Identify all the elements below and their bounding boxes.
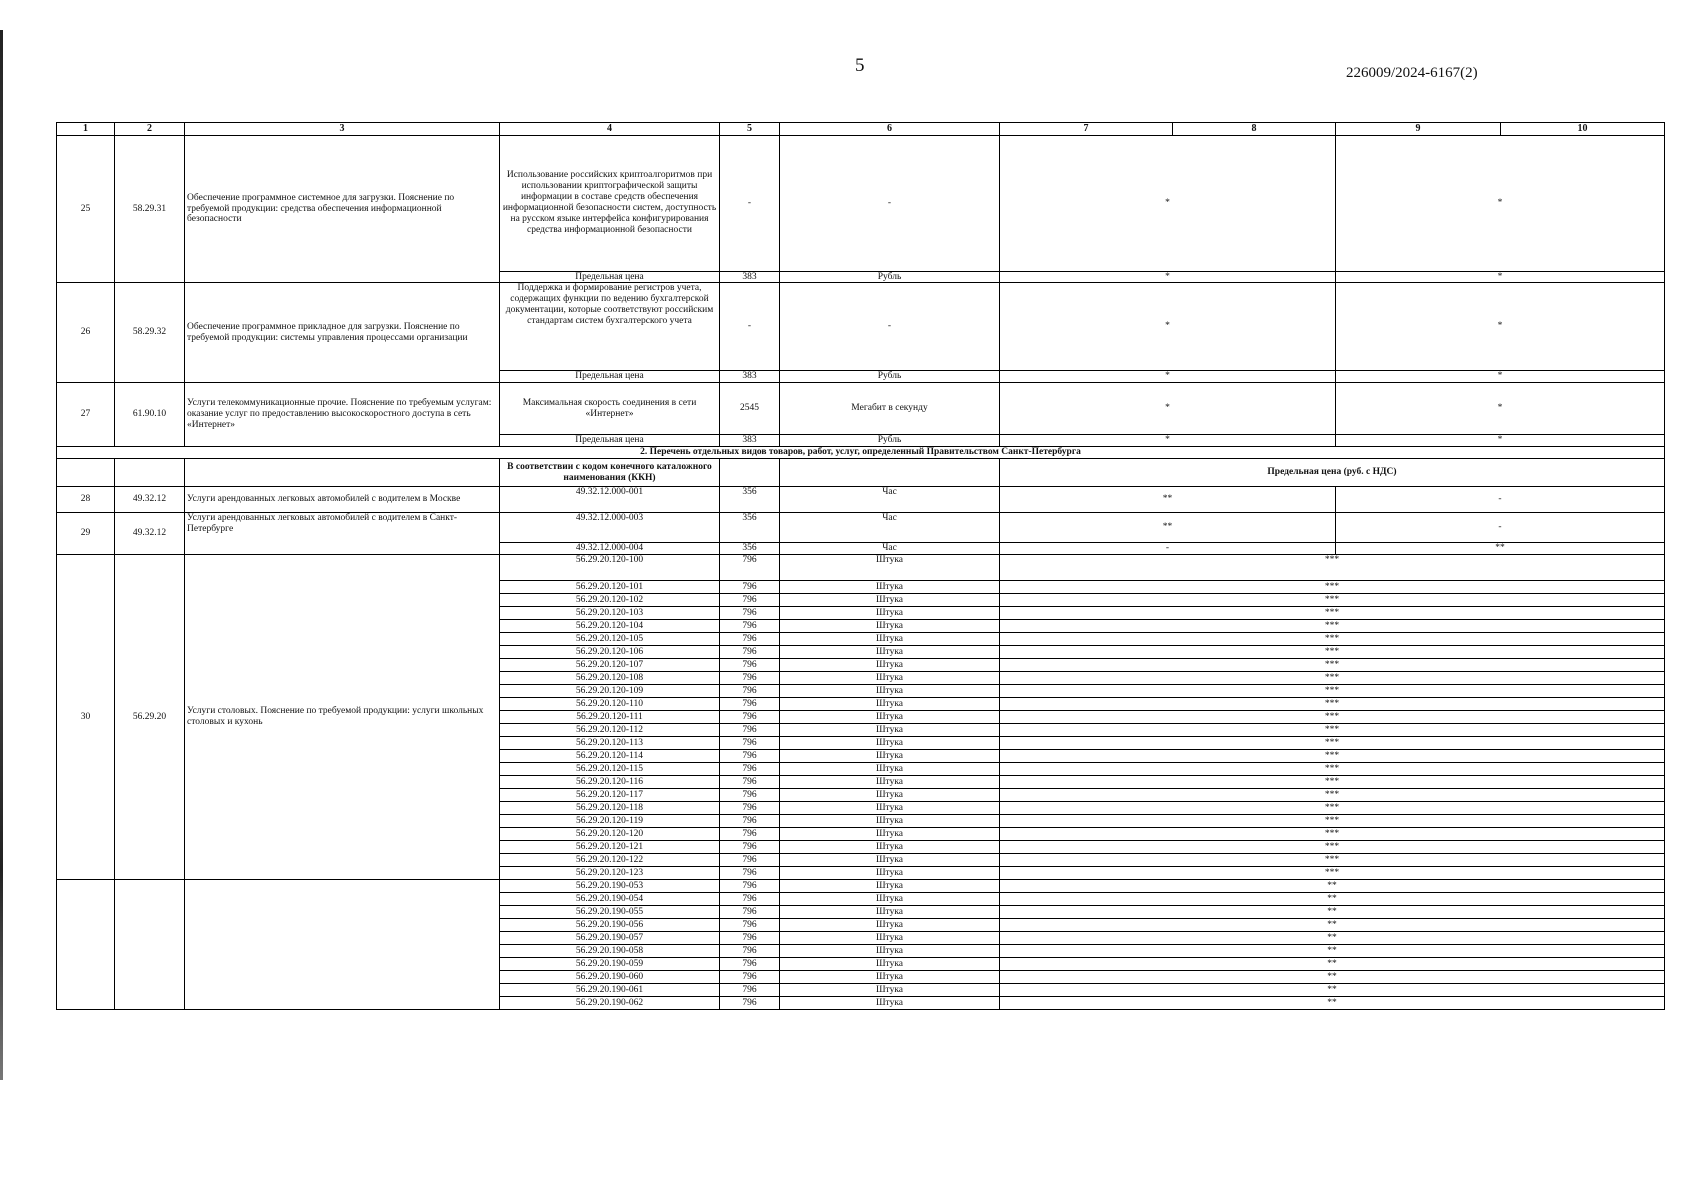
okpd-code: 49.32.12	[115, 513, 185, 555]
kkn-code: 56.29.20.120-119	[500, 815, 720, 828]
okei-code: 796	[720, 828, 780, 841]
okei-code: 796	[720, 763, 780, 776]
characteristic: Использование российских криптоалгоритмов при использовании криптографической защиты информации в составе средств обеспечения информационной безопасности систем, доступность на русском языке интерфейса конфигурирования средства информационной безопасности	[500, 135, 720, 271]
cell: *	[1336, 435, 1665, 447]
kkn-code: 56.29.20.190-058	[500, 945, 720, 958]
section-title-row	[57, 447, 1665, 459]
unit: Штука	[780, 867, 1000, 880]
kkn-code: 56.29.20.120-123	[500, 867, 720, 880]
price-cell: ***	[1000, 815, 1665, 828]
okei-code: 796	[720, 685, 780, 698]
kkn-header: В соответствии с кодом конечного каталожного наименования (ККН)	[500, 459, 720, 487]
item-name: Услуги телекоммуникационные прочие. Пояснение по требуемым услугам: оказание услуг по предоставлению высокоскоростного доступа в сеть «Интернет»	[185, 383, 500, 447]
price-cell: ***	[1000, 581, 1665, 594]
price-cell: ***	[1000, 633, 1665, 646]
price-cell: ***	[1000, 776, 1665, 789]
row-number: 28	[57, 487, 115, 513]
unit: Штука	[780, 646, 1000, 659]
price-cell: ***	[1000, 802, 1665, 815]
kkn-code: 49.32.12.000-004	[500, 543, 720, 555]
unit: Штука	[780, 750, 1000, 763]
price-cell: **	[1000, 997, 1665, 1010]
cell: -	[720, 283, 780, 371]
unit: Штука	[780, 607, 1000, 620]
cell: -	[780, 135, 1000, 271]
table-row	[57, 383, 1665, 435]
unit: Час	[780, 543, 1000, 555]
kkn-code: 56.29.20.190-053	[500, 880, 720, 893]
cell: *	[1000, 371, 1336, 383]
cell: *	[1336, 271, 1665, 283]
kkn-code: 49.32.12.000-003	[500, 513, 720, 543]
unit: Штука	[780, 893, 1000, 906]
price-cell: ***	[1000, 672, 1665, 685]
unit: Штука	[780, 880, 1000, 893]
okei-code: 796	[720, 672, 780, 685]
price-cell: ***	[1000, 711, 1665, 724]
col-header: 8	[1173, 123, 1336, 136]
characteristic: Максимальная скорость соединения в сети «Интернет»	[500, 383, 720, 435]
okei-code: 796	[720, 854, 780, 867]
unit: Штука	[780, 724, 1000, 737]
col-header: 10	[1501, 123, 1665, 136]
kkn-code: 56.29.20.120-120	[500, 828, 720, 841]
kkn-code: 56.29.20.120-116	[500, 776, 720, 789]
row-number: 27	[57, 383, 115, 447]
price-cell: **	[1000, 893, 1665, 906]
kkn-code: 56.29.20.120-111	[500, 711, 720, 724]
okei-code: 796	[720, 997, 780, 1010]
empty-cell	[780, 459, 1000, 487]
okei-code: 356	[720, 543, 780, 555]
empty-cell	[57, 459, 115, 487]
okei-code: 796	[720, 945, 780, 958]
table-row	[57, 283, 1665, 371]
cell: -	[720, 135, 780, 271]
okpd-code: 49.32.12	[115, 487, 185, 513]
kkn-code: 56.29.20.190-056	[500, 919, 720, 932]
okei-code: 796	[720, 724, 780, 737]
kkn-code: 56.29.20.190-061	[500, 984, 720, 997]
okei-code: 796	[720, 984, 780, 997]
okei-code: 796	[720, 880, 780, 893]
item-name: Услуги арендованных легковых автомобилей с водителем в Санкт-Петербурге	[185, 513, 500, 555]
col-header: 4	[500, 123, 720, 136]
unit: Штука	[780, 841, 1000, 854]
kkn-code: 56.29.20.190-055	[500, 906, 720, 919]
cell: *	[1336, 371, 1665, 383]
unit: Штука	[780, 555, 1000, 581]
cell: *	[1000, 271, 1336, 283]
item-name: Обеспечение программное системное для загрузки. Пояснение по требуемой продукции: средства обеспечения информационной безопасности	[185, 135, 500, 283]
kkn-code: 56.29.20.120-114	[500, 750, 720, 763]
price-label: Предельная цена	[500, 271, 720, 283]
kkn-code: 56.29.20.120-122	[500, 854, 720, 867]
okei-code: 796	[720, 958, 780, 971]
kkn-code: 56.29.20.190-059	[500, 958, 720, 971]
unit: Штука	[780, 932, 1000, 945]
kkn-code: 56.29.20.120-112	[500, 724, 720, 737]
table-row	[57, 487, 1665, 513]
price-cell: ***	[1000, 867, 1665, 880]
table-row	[57, 555, 1665, 581]
kkn-code: 56.29.20.190-062	[500, 997, 720, 1010]
procurement-table	[56, 122, 1665, 1010]
unit: Штука	[780, 945, 1000, 958]
price-cell: **	[1000, 958, 1665, 971]
kkn-code: 56.29.20.120-117	[500, 789, 720, 802]
col-header: 5	[720, 123, 780, 136]
price-cell: ***	[1000, 620, 1665, 633]
kkn-code: 56.29.20.120-104	[500, 620, 720, 633]
price-label: Предельная цена	[500, 435, 720, 447]
price-cell: -	[1000, 543, 1336, 555]
price-cell: **	[1000, 945, 1665, 958]
section-2-header-row	[57, 459, 1665, 487]
col-header: 6	[780, 123, 1000, 136]
okei-code: 356	[720, 487, 780, 513]
unit: Рубль	[780, 271, 1000, 283]
unit: Штука	[780, 971, 1000, 984]
unit: Штука	[780, 997, 1000, 1010]
okpd-code: 58.29.31	[115, 135, 185, 283]
price-cell: -	[1336, 487, 1665, 513]
unit: Штука	[780, 789, 1000, 802]
price-cell: ***	[1000, 607, 1665, 620]
okei-code: 796	[720, 555, 780, 581]
unit: Штука	[780, 581, 1000, 594]
unit: Штука	[780, 828, 1000, 841]
cell: *	[1336, 135, 1665, 271]
price-cell: ***	[1000, 763, 1665, 776]
unit: Штука	[780, 854, 1000, 867]
kkn-code: 56.29.20.190-060	[500, 971, 720, 984]
unit: Штука	[780, 659, 1000, 672]
price-label: Предельная цена	[500, 371, 720, 383]
kkn-code: 49.32.12.000-001	[500, 487, 720, 513]
kkn-code: 56.29.20.120-110	[500, 698, 720, 711]
kkn-code: 56.29.20.120-103	[500, 607, 720, 620]
price-cell: ***	[1000, 594, 1665, 607]
col-header: 9	[1336, 123, 1501, 136]
kkn-code: 56.29.20.120-113	[500, 737, 720, 750]
item-name: Обеспечение программное прикладное для загрузки. Пояснение по требуемой продукции: системы управления процессами организации	[185, 283, 500, 383]
okei-code: 796	[720, 867, 780, 880]
price-cell: ***	[1000, 841, 1665, 854]
unit: Штука	[780, 958, 1000, 971]
table-row	[57, 513, 1665, 543]
cell: *	[1336, 383, 1665, 435]
okei-code: 383	[720, 271, 780, 283]
kkn-code: 56.29.20.120-107	[500, 659, 720, 672]
unit: Штука	[780, 815, 1000, 828]
cell: 2545	[720, 383, 780, 435]
okei-code: 796	[720, 659, 780, 672]
characteristic: Поддержка и формирование регистров учета, содержащих функции по ведению бухгалтерской документации, которые соответствуют российским стандартам систем бухгалтерского учета	[500, 283, 720, 371]
okei-code: 356	[720, 513, 780, 543]
kkn-code: 56.29.20.120-115	[500, 763, 720, 776]
unit: Штука	[780, 672, 1000, 685]
okei-code: 796	[720, 906, 780, 919]
cell: *	[1000, 383, 1336, 435]
okei-code: 796	[720, 633, 780, 646]
table-row	[57, 880, 1665, 893]
price-cell: **	[1000, 919, 1665, 932]
kkn-code: 56.29.20.120-121	[500, 841, 720, 854]
kkn-code: 56.29.20.190-054	[500, 893, 720, 906]
okpd-code: 56.29.20	[115, 555, 185, 880]
price-cell: **	[1000, 971, 1665, 984]
price-cell: ***	[1000, 737, 1665, 750]
unit: Штука	[780, 711, 1000, 724]
unit: Штука	[780, 698, 1000, 711]
price-cell: ***	[1000, 724, 1665, 737]
okei-code: 796	[720, 802, 780, 815]
price-cell: **	[1000, 513, 1336, 543]
empty-cell	[720, 459, 780, 487]
price-cell: ***	[1000, 646, 1665, 659]
price-cell: ***	[1000, 828, 1665, 841]
price-cell: ***	[1000, 685, 1665, 698]
okei-code: 796	[720, 893, 780, 906]
cell: *	[1000, 135, 1336, 271]
unit: Штука	[780, 776, 1000, 789]
col-header: 7	[1000, 123, 1173, 136]
unit: Час	[780, 487, 1000, 513]
price-cell: ***	[1000, 698, 1665, 711]
unit: Рубль	[780, 371, 1000, 383]
row-number: 29	[57, 513, 115, 555]
kkn-code: 56.29.20.120-101	[500, 581, 720, 594]
row-number: 26	[57, 283, 115, 383]
unit: Штука	[780, 620, 1000, 633]
price-cell: -	[1336, 513, 1665, 543]
okei-code: 383	[720, 371, 780, 383]
cell: *	[1336, 283, 1665, 371]
empty-cell	[185, 459, 500, 487]
item-name: Услуги арендованных легковых автомобилей с водителем в Москве	[185, 487, 500, 513]
unit: Штука	[780, 984, 1000, 997]
price-cell: **	[1000, 984, 1665, 997]
price-cell: ***	[1000, 750, 1665, 763]
okei-code: 796	[720, 750, 780, 763]
table-row	[57, 135, 1665, 271]
cell: *	[1000, 283, 1336, 371]
price-cell: ***	[1000, 789, 1665, 802]
kkn-code: 56.29.20.120-105	[500, 633, 720, 646]
unit: Штука	[780, 763, 1000, 776]
col-header: 1	[57, 123, 115, 136]
okei-code: 796	[720, 711, 780, 724]
price-cell: **	[1336, 543, 1665, 555]
okei-code: 796	[720, 607, 780, 620]
price-cell: **	[1000, 906, 1665, 919]
empty-cell	[115, 880, 185, 1010]
empty-cell	[115, 459, 185, 487]
kkn-code: 56.29.20.120-106	[500, 646, 720, 659]
unit: Штука	[780, 919, 1000, 932]
okei-code: 796	[720, 776, 780, 789]
cell: Мегабит в секунду	[780, 383, 1000, 435]
kkn-code: 56.29.20.120-118	[500, 802, 720, 815]
kkn-code: 56.29.20.120-108	[500, 672, 720, 685]
okpd-code: 58.29.32	[115, 283, 185, 383]
document-id: 226009/2024-6167(2)	[1346, 65, 1478, 81]
price-cell: **	[1000, 880, 1665, 893]
okei-code: 796	[720, 919, 780, 932]
price-header: Предельная цена (руб. с НДС)	[1000, 459, 1665, 487]
okei-code: 796	[720, 620, 780, 633]
section-2-title: 2. Перечень отдельных видов товаров, работ, услуг, определенный Правительством Санкт-Петербурга	[57, 447, 1665, 459]
unit: Штука	[780, 737, 1000, 750]
empty-cell	[57, 880, 115, 1010]
okei-code: 796	[720, 698, 780, 711]
unit: Штука	[780, 594, 1000, 607]
okei-code: 796	[720, 594, 780, 607]
okei-code: 796	[720, 971, 780, 984]
unit: Штука	[780, 685, 1000, 698]
column-number-row	[57, 123, 1665, 136]
kkn-code: 56.29.20.120-109	[500, 685, 720, 698]
okei-code: 383	[720, 435, 780, 447]
unit: Рубль	[780, 435, 1000, 447]
row-number: 25	[57, 135, 115, 283]
cell: *	[1000, 435, 1336, 447]
price-cell: **	[1000, 487, 1336, 513]
price-cell: ***	[1000, 555, 1665, 581]
kkn-code: 56.29.20.120-100	[500, 555, 720, 581]
okpd-code: 61.90.10	[115, 383, 185, 447]
cell: -	[780, 283, 1000, 371]
kkn-code: 56.29.20.190-057	[500, 932, 720, 945]
unit: Штука	[780, 802, 1000, 815]
scan-edge-shadow	[0, 30, 3, 1080]
kkn-code: 56.29.20.120-102	[500, 594, 720, 607]
item-name: Услуги столовых. Пояснение по требуемой продукции: услуги школьных столовых и кухонь	[185, 555, 500, 880]
col-header: 2	[115, 123, 185, 136]
row-number: 30	[57, 555, 115, 880]
okei-code: 796	[720, 646, 780, 659]
unit: Час	[780, 513, 1000, 543]
page-number: 5	[855, 55, 865, 76]
price-cell: **	[1000, 932, 1665, 945]
okei-code: 796	[720, 932, 780, 945]
okei-code: 796	[720, 815, 780, 828]
col-header: 3	[185, 123, 500, 136]
okei-code: 796	[720, 581, 780, 594]
okei-code: 796	[720, 841, 780, 854]
unit: Штука	[780, 633, 1000, 646]
okei-code: 796	[720, 789, 780, 802]
empty-cell	[185, 880, 500, 1010]
unit: Штука	[780, 906, 1000, 919]
price-cell: ***	[1000, 854, 1665, 867]
okei-code: 796	[720, 737, 780, 750]
price-cell: ***	[1000, 659, 1665, 672]
